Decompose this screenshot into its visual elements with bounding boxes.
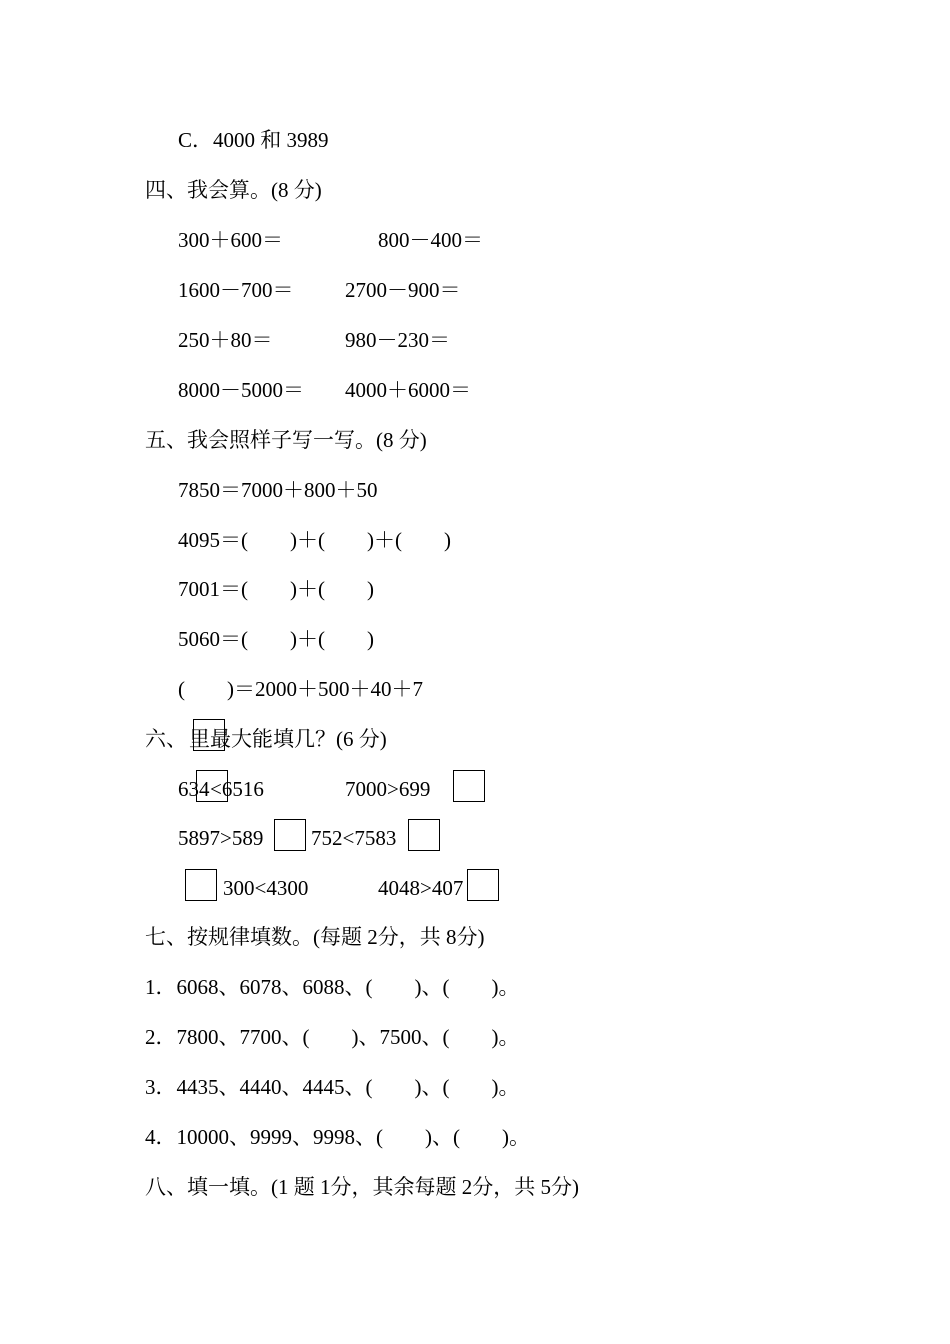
answer-box[interactable] [467, 869, 499, 901]
compare-item: 752<7583 [311, 826, 397, 850]
calc-item: 2700－900＝ [345, 278, 461, 302]
calc-item: 300＋600＝ [178, 228, 283, 252]
section-8-title: 八、填一填。(1 题 1分，其余每题 2分，共 5分) [145, 1175, 579, 1199]
section-6-title-prefix: 六、 [145, 727, 187, 751]
answer-box[interactable] [408, 819, 440, 851]
compare-item: 4048>407 [378, 876, 464, 900]
calc-item: 8000－5000＝ [178, 378, 304, 402]
calc-item: 800－400＝ [378, 228, 483, 252]
compare-item: 634 [178, 777, 210, 801]
decompose-line: 7001＝( )＋( ) [178, 577, 374, 601]
compare-item: 5897>589 [178, 826, 264, 850]
section-6-title-suffix: 里最大能填几？(6 分) [189, 727, 387, 751]
compare-item: 7000>699 [345, 777, 431, 801]
sequence-line: 3．4435、4440、4445、( )、( )。 [145, 1075, 520, 1099]
calc-item: 980－230＝ [345, 328, 450, 352]
decompose-line: ( )＝2000＋500＋40＋7 [178, 677, 423, 701]
sequence-line: 4．10000、9999、9998、( )、( )。 [145, 1125, 530, 1149]
section-7-title: 七、按规律填数。(每题 2分，共 8分) [145, 925, 485, 949]
option-c: C．4000 和 3989 [178, 128, 329, 152]
section-4-title: 四、我会算。(8 分) [145, 178, 322, 202]
decompose-line: 4095＝( )＋( )＋( ) [178, 528, 451, 552]
sequence-line: 2．7800、7700、( )、7500、( )。 [145, 1025, 520, 1049]
example-line: 7850＝7000＋800＋50 [178, 478, 378, 502]
answer-box[interactable] [196, 770, 228, 802]
answer-box[interactable] [274, 819, 306, 851]
calc-item: 1600－700＝ [178, 278, 294, 302]
sequence-line: 1．6068、6078、6088、( )、( )。 [145, 975, 520, 999]
calc-item: 4000＋6000＝ [345, 378, 471, 402]
answer-box[interactable] [453, 770, 485, 802]
compare-item: 300<4300 [223, 876, 309, 900]
title-box [193, 719, 225, 751]
section-5-title: 五、我会照样子写一写。(8 分) [145, 428, 427, 452]
answer-box[interactable] [185, 869, 217, 901]
decompose-line: 5060＝( )＋( ) [178, 627, 374, 651]
compare-item: <6516 [210, 777, 264, 801]
calc-item: 250＋80＝ [178, 328, 273, 352]
